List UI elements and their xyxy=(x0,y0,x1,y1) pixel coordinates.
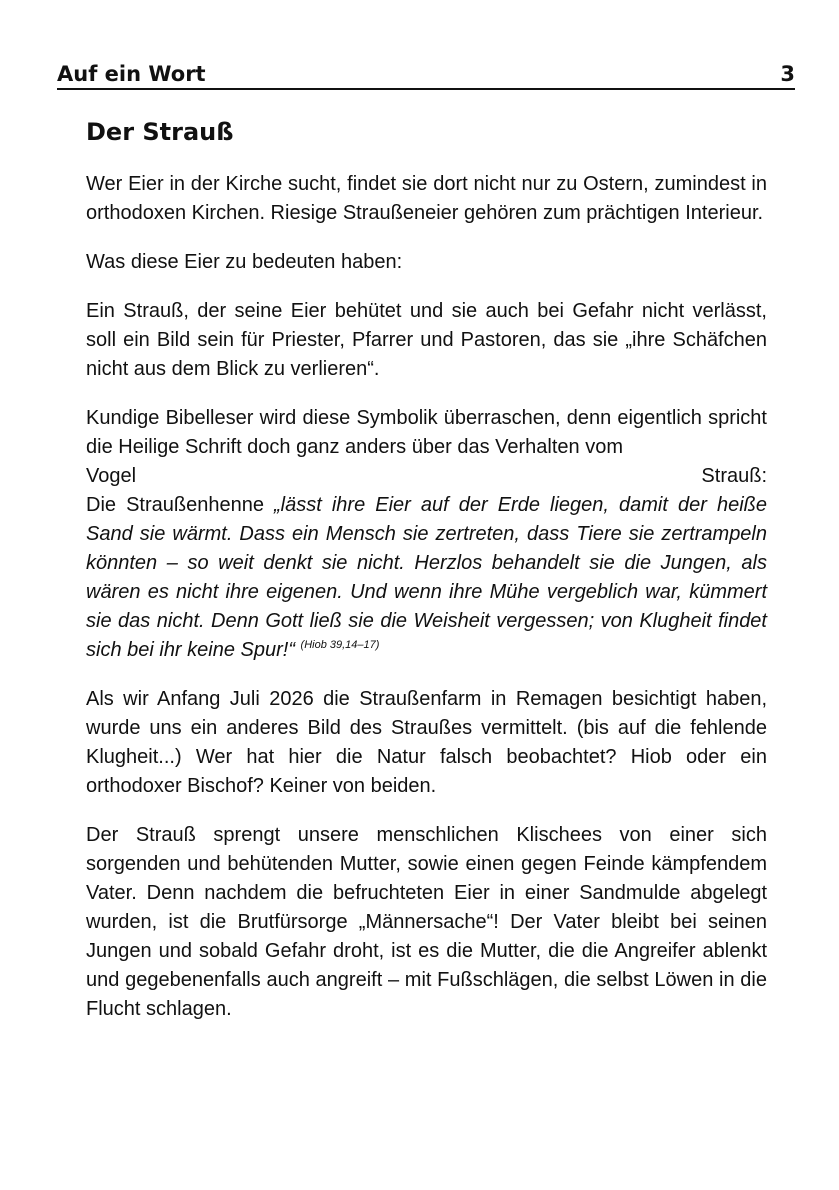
paragraph-question: Was diese Eier zu bedeuten haben: xyxy=(86,251,403,273)
paragraph-cliches: Der Strauß sprengt unsere menschlichen Klischees von einer sich sorgenden und behütenden Mutter, sowie einen gegen Feinde kämpfendem Vater. Denn nachdem die befruchteten Eier in einer Sandmulde abgelegt wurden, ist die Brutfürsorge „Männersache“! Der Vater bleibt bei seinen Jungen und sobald Gefahr droht, ist es die Mutter, die die Angreifer ablenkt und gegebenenfalls auch angreift – mit Fußschlägen, die selbst Löwen in die Flucht schlagen. xyxy=(86,824,767,1020)
paragraph-intro: Wer Eier in der Kirche sucht, findet sie dort nicht nur zu Ostern, zumindest in orthodoxen Kirchen. Riesige Straußeneier gehören zum prächtigen Interieur. xyxy=(86,173,767,224)
paragraph-farm-visit: Als wir Anfang Juli 2026 die Straußenfarm in Remagen besichtigt haben, wurde uns ein anderes Bild des Straußes vermittelt. (bis auf die fehlende Klugheit...) Wer hat hier die Natur falsch beobachtet? Hiob oder ein orthodoxer Bischof? Keiner von beiden. xyxy=(86,688,767,797)
paragraph-symbolism: Ein Strauß, der seine Eier behütet und sie auch bei Gefahr nicht verlässt, soll ein Bild sein für Priester, Pfarrer und Pastoren, das sie „ihre Schäfchen nicht aus dem Blick zu verlieren“. xyxy=(86,300,767,380)
bible-quote: „lässt ihre Eier auf der Erde liegen, damit der heiße Sand sie wärmt. Dass ein Mensch sie zertreten, dass Tiere sie zertrampeln könnten – so weit denkt sie nicht. Herzlos behandelt sie die Jungen, als wären es nicht ihre eigenen. Und wenn ihre Mühe vergeblich war, kümmert sie das nicht. Denn Gott ließ sie die Weisheit vergessen; von Klugheit findet sich bei ihr keine Spur!“ xyxy=(86,494,767,661)
bible-intro-text: Kundige Bibelleser wird diese Symbolik überraschen, denn eigentlich spricht die Heilige Schrift doch ganz anders über das Verhalten vom xyxy=(86,407,767,458)
vogel-line xyxy=(86,462,767,491)
bible-reference: (Hiob 39,14–17) xyxy=(300,639,380,651)
page-number: 3 xyxy=(780,62,795,86)
paragraph-bible xyxy=(86,404,767,665)
quote-lead-text: Die Straußenhenne xyxy=(86,494,275,516)
strauss-word: Strauß: xyxy=(701,465,767,487)
vogel-word: Vogel xyxy=(86,465,137,487)
article-title: Der Strauß xyxy=(86,118,234,146)
page-header xyxy=(57,60,795,90)
section-title: Auf ein Wort xyxy=(57,62,206,86)
article xyxy=(86,116,767,1044)
